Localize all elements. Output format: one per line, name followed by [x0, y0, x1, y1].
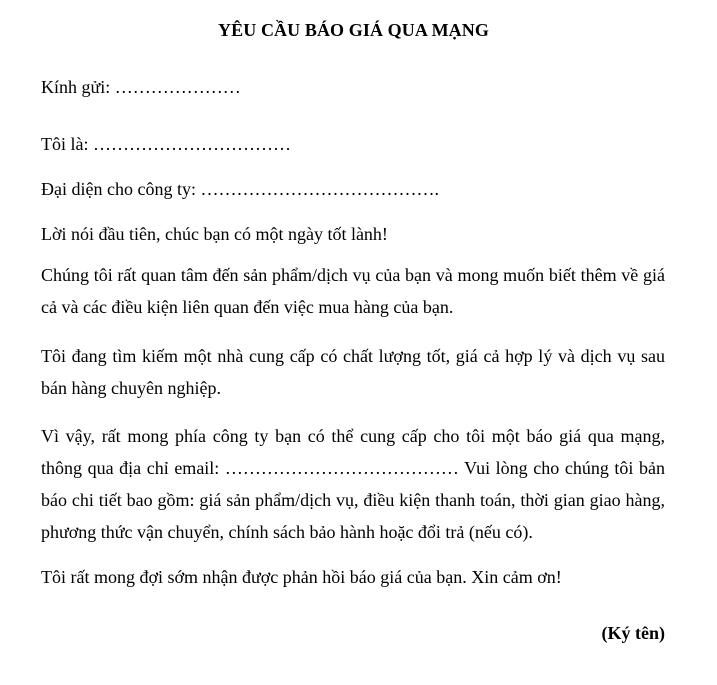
paragraph-supplier: Tôi đang tìm kiếm một nhà cung cấp có chất lượng tốt, giá cả hợp lý và dịch vụ sau bán hàng chuyên nghiệp.: [41, 346, 665, 398]
paragraph-interest: Chúng tôi rất quan tâm đến sản phẩm/dịch vụ của bạn và mong muốn biết thêm về giá cả và các điều kiện liên quan đến việc mua hàng của bạn.: [41, 265, 665, 317]
paragraph-request: Vì vậy, rất mong phía công ty bạn có thể cung cấp cho tôi một báo giá qua mạng, thông qua địa chỉ email: ………………………………… Vui lòng cho chúng tôi bản báo chi tiết bao gồm: giá sản phẩm/dịch vụ, điều kiện thanh toán, thời gian giao hàng, phương thức vận chuyển, chính sách bảo hành hoặc đổi trả (nếu có).: [41, 426, 665, 542]
closing-line: Tôi rất mong đợi sớm nhận được phản hồi báo giá của bạn. Xin cảm ơn!: [41, 567, 562, 587]
document-title: YÊU CẦU BÁO GIÁ QUA MẠNG: [218, 20, 489, 40]
sender-name-line: Tôi là: ……………………………: [41, 134, 291, 154]
signature-label: (Ký tên): [601, 623, 665, 643]
recipient-line: Kính gửi: …………………: [41, 77, 241, 97]
greeting-line: Lời nói đầu tiên, chúc bạn có một ngày tốt lành!: [41, 224, 388, 244]
company-line: Đại diện cho công ty: ………………………………….: [41, 179, 439, 199]
